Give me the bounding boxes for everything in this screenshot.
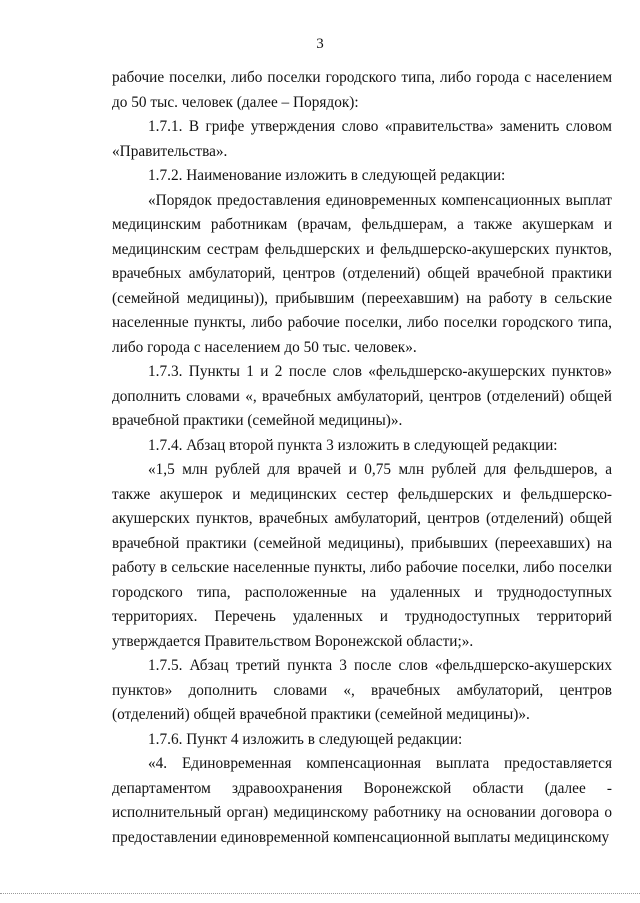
page-bottom-divider — [0, 893, 640, 894]
document-body — [112, 66, 612, 850]
paragraph-new-clause-4: «4. Единовременная компенсационная выплата предоставляется департаментом здравоохранения Воронежской области (далее - исполнительный орган) медицинскому работнику на основании договора о предоставлении единовременной компенсационной выплаты медицинскому — [112, 755, 612, 846]
paragraph-1-7-5: 1.7.5. Абзац третий пункта 3 после слов «фельдшерско-акушерских пунктов» дополнить словами «, врачебных амбулаторий, центров (отделений) общей врачебной практики (семейной медицины)». — [112, 657, 612, 723]
paragraph-new-title: «Порядок предоставления единовременных компенсационных выплат медицинским работникам (врачам, фельдшерам, а также акушеркам и медицинским сестрам фельдшерских и фельдшерско-акушерских пунктов, врачебных амбулаторий, центров (отделений) общей врачебной практики (семейной медицины)), прибывшим (переехавшим) на работу в сельские населенные пункты, либо рабочие поселки, либо поселки городского типа, либо города с населением до 50 тыс. человек». — [112, 191, 612, 356]
page-number: 3 — [316, 36, 324, 52]
paragraph-1-7-6: 1.7.6. Пункт 4 изложить в следующей редакции: — [148, 730, 463, 748]
paragraph-new-clause-3: «1,5 млн рублей для врачей и 0,75 млн рублей для фельдшеров, а также акушерок и медицинских сестер фельдшерских и фельдшерско-акушерских пунктов, врачебных амбулаторий, центров (отделений) общей врачебной практики (семейной медицины), прибывших (переехавших) на работу в сельские населенные пункты, либо рабочие поселки, либо поселки городского типа, расположенные на удаленных и труднодоступных территориях. Перечень удаленных и труднодоступных территорий утверждается Правительством Воронежской области;». — [112, 461, 612, 650]
paragraph-continuation: рабочие поселки, либо поселки городского типа, либо города с населением до 50 тыс. человек (далее – Порядок): — [112, 69, 612, 111]
paragraph-1-7-2: 1.7.2. Наименование изложить в следующей редакции: — [148, 167, 506, 184]
paragraph-1-7-4: 1.7.4. Абзац второй пункта 3 изложить в следующей редакции: — [148, 436, 558, 454]
paragraph-1-7-1: 1.7.1. В грифе утверждения слово «правительства» заменить словом «Правительства». — [112, 118, 612, 160]
paragraph-1-7-3: 1.7.3. Пункты 1 и 2 после слов «фельдшерско-акушерских пунктов» дополнить словами «, врачебных амбулаторий, центров (отделений) общей врачебной практики (семейной медицины)». — [112, 363, 612, 429]
